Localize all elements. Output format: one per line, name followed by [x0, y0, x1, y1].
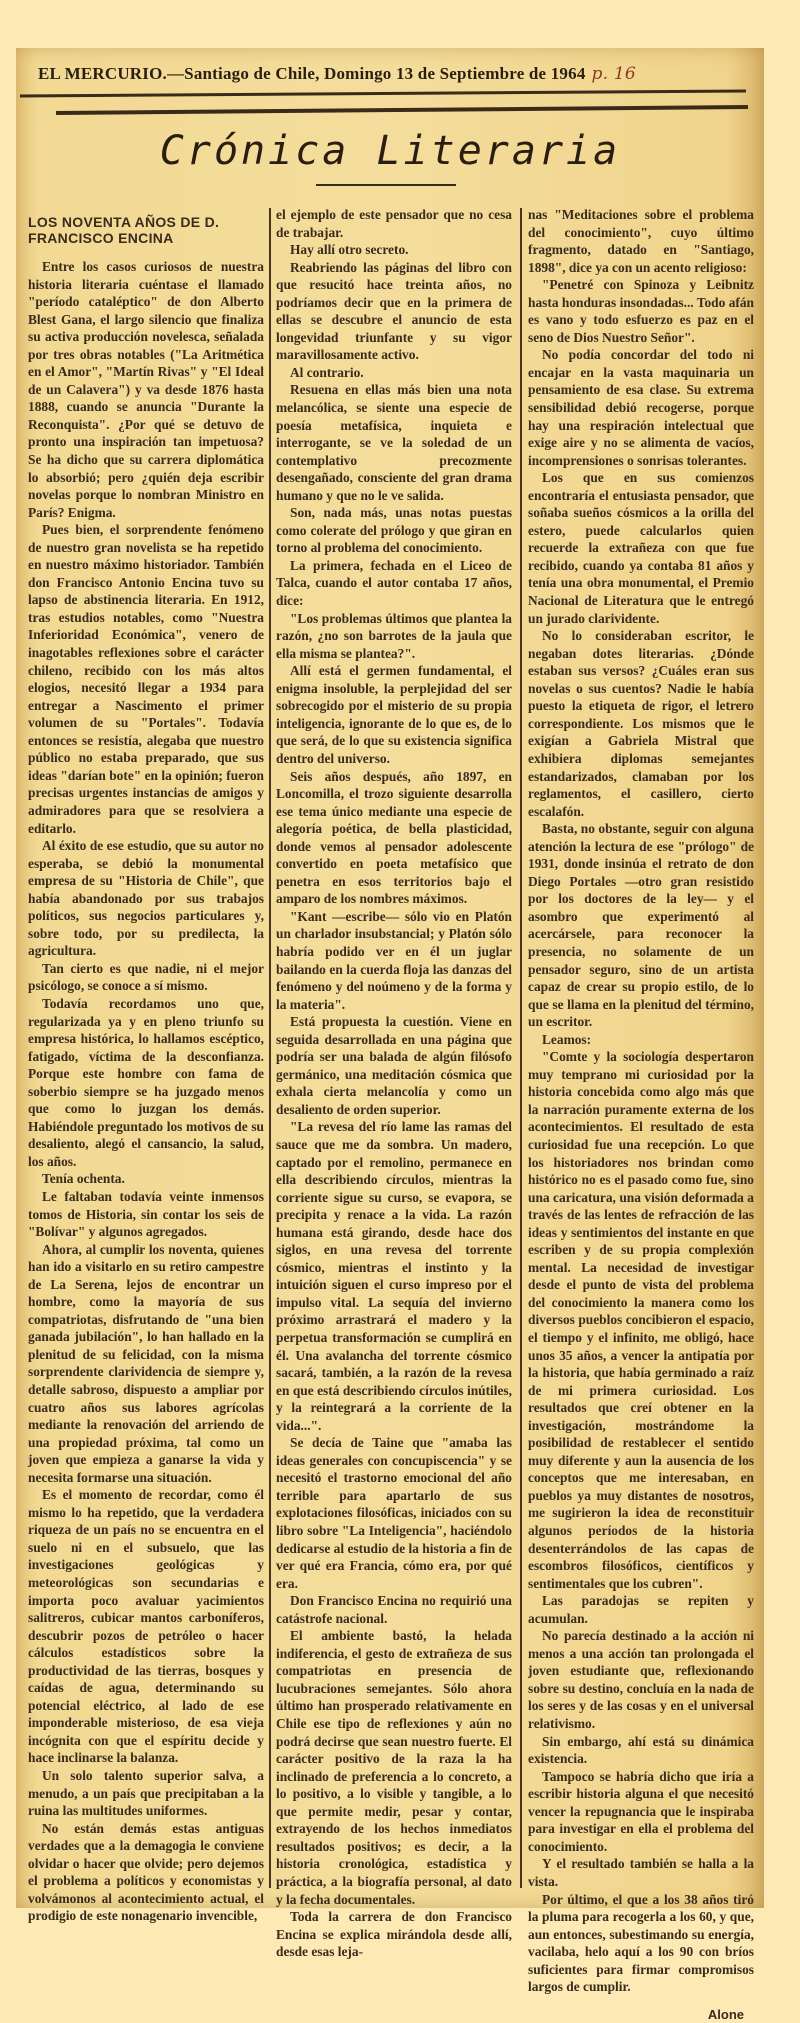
article-paragraph: No podía concordar del todo ni encajar en la vasta maquinaria un pensamiento de esa clase. Su extrema sensibilidad debió recogerse, porque hay una respiración intelectual que exige aire y no se alimenta de vacíos, incomprensiones o sonrisas tolerantes. — [528, 347, 754, 468]
handwritten-page-note: p. 16 — [591, 64, 636, 84]
article-paragraph: el ejemplo de este pensador que no cesa de trabajar. — [276, 207, 512, 240]
article-paragraph: Se decía de Taine que "amaba las ideas generales con concupiscencia" y se necesitó el trastorno emocional del año terrible para apartarlo de sus explotaciones filosóficas, iniciados con su libro sobre "La Inteligencia", haciéndolo dedicarse al estudio de la historia a fin de ver qué era Francia, cómo era, por qué era. — [276, 1435, 512, 1591]
newspaper-clipping — [16, 48, 764, 2022]
article-paragraph: Le faltaban todavía veinte inmensos tomos de Historia, sin contar los seis de "Bolívar" y algunos agregados. — [28, 1188, 264, 1240]
article-paragraph: Es el momento de recordar, como él mismo lo ha repetido, que la verdadera riqueza de un país no se encuentra en el suelo ni en el subsuelo, que las investigaciones geológicas y meteorológicas son secundarias e importa poco avaluar yacimientos salitreros, cubicar mantos carboníferos, descubrir pozos de petróleo o hacer cálculos estadísticos sobre la productividad de las tierras, bosques y caídas de agua, determinando su potencial eléctrico, al lado de ese imponderable misterioso, de esa vieja incógnita con que el espíritu decide y hace inclinarse la balanza. — [28, 1487, 264, 1766]
article-paragraph: La primera, fechada en el Liceo de Talca, cuando el autor contaba 17 años, dice: — [276, 557, 512, 609]
article-paragraph: Está propuesta la cuestión. Viene en seguida desarrollada en una página que podría ser una balada de algún filósofo germánico, una meditación cósmica que exhala cierta melancolía y como un desaliento de orden superior. — [276, 1014, 512, 1117]
masthead — [38, 64, 748, 84]
article-paragraph: Ahora, al cumplir los noventa, quienes han ido a visitarlo en su retiro campestre de La Serena, lejos de encontrar un hombre, como la mayoría de sus compatriotas, disfrutando de "una bien ganada jubilación", lo han hallado en la plenitud de su felicidad, con la misma sorprendente clarividencia de siempre y, detalle sabroso, dispuesto a ampliar por cuatro años sus labores agrícolas mediante la renovación del arriendo de una propiedad próxima, tal como un joven que empieza a ganarse la vida y necesita formarse una situación. — [28, 1241, 264, 1485]
article-paragraph: Por último, el que a los 38 años tiró la pluma para recogerla a los 60, y que, aun entonces, subestimando su energía, vacilaba, helo aquí a los 90 con bríos suficientes para firmar compromisos largos de cumplir. — [528, 1891, 754, 1995]
article-paragraph: Todavía recordamos uno que, regularizada ya y en pleno triunfo su empresa histórica, lo hallamos escéptico, fatigado, víctima de la desconfianza. Porque este hombre con fama de soberbio siempre se ha juzgado menos que como lo juzgan los demás. Habiéndole preguntado los motivos de su desaliento, alegó el cansancio, la salud, los años. — [28, 995, 264, 1169]
article-paragraph: Toda la carrera de don Francisco Encina se explica mirándola desde allí, desde esas leja- — [276, 1909, 512, 1960]
article-paragraph: Leamos: — [542, 1031, 592, 1047]
article-column-2 — [276, 206, 512, 1960]
header-rule — [20, 89, 746, 97]
section-title: Crónica Literaria — [159, 128, 621, 174]
article-paragraph: "Los problemas últimos que plantea la razón, ¿no son barrotes de la jaula que ella misma se plantea?". — [276, 610, 512, 661]
title-underline — [316, 184, 456, 186]
article-paragraph: No lo consideraban escritor, le negaban dotes literarias. ¿Dónde estaban sus versos? ¿Cuáles eran sus novelas o sus cuentos? Nadie le había puesto la etiqueta de rigor, el letrero correspondiente. Los mismos que le exigían a Gabriela Mistral que exhibiera diplomas semejantes estandarizados, clamaban por los reglamentos, el casillero, cierto escalafón. — [528, 628, 754, 819]
article-paragraph: Reabriendo las páginas del libro con que resucitó hace treinta años, no podríamos decir que en la primera de ellas se descubre el anuncio de esta longevidad triunfante y su vigor maravillosamente activo. — [276, 259, 512, 363]
article-paragraph: Y el resultado también se halla a la vista. — [528, 1856, 754, 1889]
article-headline: LOS NOVENTA AÑOS DE D. FRANCISCO ENCINA — [28, 214, 220, 246]
author-signature: Alone — [707, 2006, 744, 2022]
article-paragraph: "La revesa del río lame las ramas del sauce que me da sombra. Un madero, captado por el remolino, permanece en ella describiendo círculos, mientras la corriente sigue su curso, se evapora, se precipita y renace a la vida. La razón humana está girando, desde hace dos siglos, en una revesa del torrente cósmico, mientras el instinto y la intuición siguen el curso impreso por el impulso vital. La sequía del invierno próximo arrastrará el madero y la perpetua transformación se cumplirá en él. Una avalancha del torrente cósmico sacará, también, a la razón de la revesa en que está describiendo círculos inútiles, y la reintegrará a la corriente de la vida...". — [276, 1119, 512, 1433]
article-paragraph: Al contrario. — [290, 364, 364, 380]
article-paragraph: nas "Meditaciones sobre el problema del conocimiento", cuyo último fragmento, datado en "Santiago, 1898", dice ya con un acento religioso: — [528, 207, 754, 275]
article-paragraph: Pues bien, el sorprendente fenómeno de nuestro gran novelista se ha repetido en nuestro máximo historiador. También don Francisco Antonio Encina tuvo su lapso de abstinencia literaria. En 1912, tras estudios notables, como "Nuestra Inferioridad Económica", venero de inagotables reflexiones sobre el carácter chileno, recibido con los más altos elogios, necesitó llegar a 1934 para entregar a Nascimento el primer volumen de su "Portales". Todavía entonces se resistía, alegaba que nuestro público no estaba preparado, que sus ideas "darían bote" en la opinión; fueron precisas urgentes instancias de amigos y admiradores para que se resolviera a editarlo. — [28, 522, 264, 836]
column-divider — [520, 208, 522, 1888]
article-column-1 — [28, 206, 264, 1924]
article-paragraph: "Penetré con Spinoza y Leibnitz hasta honduras insondadas... Todo afán es vano y todo esfuerzo es paz en el seno de Dios Nuestro Señor". — [528, 277, 754, 345]
article-paragraph: "Kant —escribe— sólo vio en Platón un charlador insubstancial; y Platón sólo habría podido ver en él un juglar bailando en la cuerda floja las danzas del fenómeno y del noúmeno y de la forma y la materia". — [276, 908, 512, 1012]
article-paragraph: No parecía destinado a la acción ni menos a una acción tan prolongada el joven estudiante que, reflexionando sobre su destino, concluía en la nada de los seres y de las cosas y en el universal relativismo. — [528, 1628, 754, 1732]
column-divider — [269, 208, 271, 1888]
article-paragraph: Sin embargo, ahí está su dinámica existencia. — [528, 1733, 754, 1767]
article-paragraph: Al éxito de ese estudio, que su autor no esperaba, se debió la monumental empresa de su "Historia de Chile", que había abandonado por sus trabajos políticos, sus negocios particulares y, sobre todo, por su predilecta, la agricultura. — [28, 838, 264, 959]
article-paragraph: Los que en sus comienzos encontraría el entusiasta pensador, que soñaba sueños cósmicos a la orilla del estero, puede calcularlos quien recuerde la extrañeza con que fue recibido, cuando ya contaba 81 años y tenía una obra monumental, el Premio Nacional de Literatura que le entregó un jurado clarividente. — [528, 470, 754, 626]
article-column-3 — [528, 206, 754, 2022]
article-paragraph: Allí está el germen fundamental, el enigma insoluble, la perplejidad del ser sobrecogido por el misterio de su propia inteligencia, ignorante de lo que es, de lo que será, de lo que su existencia significa dentro del universo. — [276, 663, 512, 766]
article-paragraph: Tan cierto es que nadie, ni el mejor psicólogo, se conoce a sí mismo. — [28, 960, 264, 994]
article-paragraph: Son, nada más, unas notas puestas como colerate del prólogo y que giran en torno al problema del conocimiento. — [276, 505, 512, 556]
article-paragraph: Hay allí otro secreto. — [290, 242, 409, 258]
article-paragraph: "Comte y la sociología despertaron muy temprano mi curiosidad por la historia concebida como algo más que la narración puramente externa de los acontecimientos. El resultado de esta curiosidad fue una recepción. Lo que los historiadores nos brindan como histórico no es el pasado como fue, sino una caricatura, una visión deformada a través de las lentes de refracción de las ideas y sentimientos del instante en que escriben y de su propia complexión mental. La necesidad de investigar desde el punto de vista del problema del conocimiento la manera como los diversos pueblos concibieron el espacio, el tiempo y el infinito, me obligó, hace unos 35 años, a vencer la antipatía por la historia, que había germinado a raíz de mi primera curiosidad. Los resultados que creí obtener en la investigación, mostrándome la posibilidad de restablecer el sentido muy diferente y aun la ausencia de los conceptos que me interesaban, en pueblos ya muy distantes de nosotros, me sugirieron la idea de reconstituir algunos períodos de la historia desenterrándolos de las capas de escombros filosóficos, científicos y sentimentales que los cubren". — [528, 1049, 754, 1591]
article-paragraph: Tenía ochenta. — [42, 1171, 125, 1187]
article-paragraph: El ambiente bastó, la helada indiferencia, el gesto de extrañeza de sus compatriotas en presencia de lucubraciones semejantes. Sólo ahora último han prosperado relativamente en Chile ese tipo de reflexiones y aún no podrá decirse que sean nuestro fuerte. El carácter positivo de la raza la ha inclinado de preferencia a lo concreto, a lo positivo, a lo visible y tangible, a lo que permite medir, pesar y contar, extrayendo de los hechos inmediatos resultados positivos; es decir, a la historia cronológica, estadística y práctica, a la biografía personal, al dato y la fecha documentales. — [276, 1628, 512, 1907]
article-paragraph: Las paradojas se repiten y acumulan. — [528, 1593, 754, 1626]
header-rule-thick — [56, 105, 748, 115]
masthead-text: EL MERCURIO.—Santiago de Chile, Domingo 13 de Septiembre de 1964 — [38, 64, 586, 83]
article-paragraph: No están demás estas antiguas verdades que a la demagogia le conviene olvidar o hacer que olvide; pero dejemos el problema a políticos y economistas y volvámonos al acontecimiento actual, el prodigio de este nonagenario invencible, — [28, 1820, 264, 1924]
article-paragraph: Un solo talento superior salva, a menudo, a un país que precipitaban a la ruina las multitudes uniformes. — [28, 1768, 264, 1819]
article-paragraph: Resuena en ellas más bien una nota melancólica, se siente una especie de poesía metafísica, inquieta e interrogante, se ve la soledad de un contemplativo precozmente desengañado, consciente del gran drama humano y que no le ve salida. — [276, 382, 512, 503]
article-paragraph: Tampoco se habría dicho que iría a escribir historia alguna el que necesitó vencer la repugnancia que le inspiraba para investigar en ella el problema del conocimiento. — [528, 1768, 754, 1854]
article-paragraph: Basta, no obstante, seguir con alguna atención la lectura de ese "prólogo" de 1931, donde insinúa el retrato de don Diego Portales —otro gran resistido por los doctores de la ley— y el asombro que experimentó al acercársele, para reconocer la presencia, no solamente de un pensador seguro, sino de un artista capaz de crear su propio estilo, de lo que se llama en la plenitud del término, un escritor. — [528, 821, 754, 1030]
article-paragraph: Entre los casos curiosos de nuestra historia literaria cuéntase el llamado "período cataléptico" de don Alberto Blest Gana, el largo silencio que finaliza su activa producción novelesca, señalada por tres obras notables ("La Aritmética en el Amor", "Martín Rivas" y "El Ideal de un Calavera") y va desde 1876 hasta 1888, cuando se anuncia "Durante la Reconquista". ¿Por qué se detuvo de pronto una inspiración tan impetuosa? Se ha dicho que su carrera diplomática lo absorbió; pero ¿quién deja escribir novelas porque lo nombran Ministro en París? Enigma. — [28, 259, 264, 520]
article-paragraph: Don Francisco Encina no requirió una catástrofe nacional. — [276, 1593, 512, 1626]
article-paragraph: Seis años después, año 1897, en Loncomilla, el trozo siguiente desarrolla ese tema único mediante una especie de alegoría poética, de bella plasticidad, donde vemos al pensador adolescente convertido en poeta metafísico que penetra en esos territorios bajo el amparo de los nombres máximos. — [276, 768, 512, 907]
